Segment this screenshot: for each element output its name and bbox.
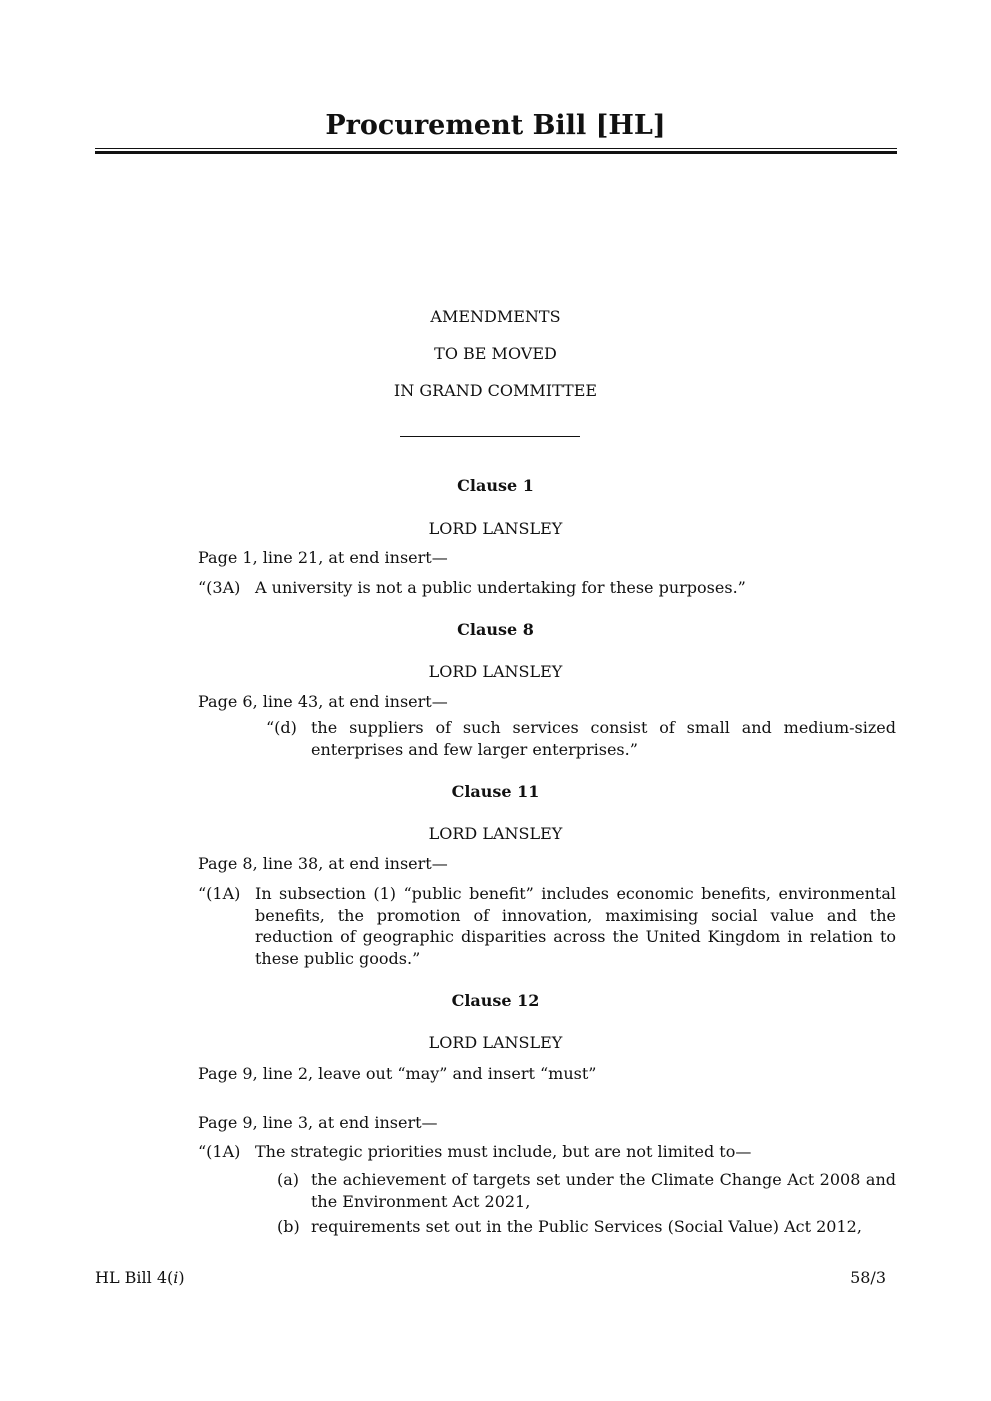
document-title: Procurement Bill [HL] (325, 110, 666, 141)
clause-heading: Clause 8 (457, 620, 534, 639)
amendment-text: the suppliers of such services consist of small and medium-sized enterprises and few larger enterprises.” (311, 718, 896, 759)
separator (400, 436, 580, 437)
member-name: LORD LANSLEY (428, 519, 563, 538)
subsection-label: “(1A) (198, 1142, 241, 1161)
paragraph-text: the achievement of targets set under the Climate Change Act 2008 and the Environment Act 2021, (311, 1170, 896, 1211)
heading-line: AMENDMENTS (430, 307, 561, 326)
member-name: LORD LANSLEY (428, 824, 563, 843)
bill-reference-italic: i (173, 1268, 179, 1287)
paragraph-text: requirements set out in the Public Services (Social Value) Act 2012, (311, 1217, 862, 1236)
paragraph-label: “(d) (266, 718, 297, 737)
heading-line: IN GRAND COMMITTEE (393, 381, 598, 400)
page-number: 58/3 (850, 1268, 886, 1287)
subsection-label: “(1A) (198, 884, 241, 903)
bill-reference (95, 1267, 185, 1289)
subsection-label: “(3A) (198, 578, 241, 597)
title-rule-thin (95, 148, 897, 149)
clause-heading: Clause 12 (451, 991, 540, 1010)
amendment-text: A university is not a public undertaking for these purposes.” (255, 578, 746, 597)
amendment-instruction: Page 1, line 21, at end insert— (198, 548, 448, 567)
amendment-instruction: Page 9, line 3, at end insert— (198, 1113, 438, 1132)
paragraph-label: (a) (277, 1170, 300, 1189)
member-name: LORD LANSLEY (428, 662, 563, 681)
bill-reference-text: HL Bill 4( (95, 1268, 174, 1287)
clause-heading: Clause 1 (457, 476, 534, 495)
paragraph-label: (b) (277, 1217, 300, 1236)
amendment-instruction: Page 9, line 2, leave out “may” and insert “must” (198, 1064, 597, 1083)
amendment-text: In subsection (1) “public benefit” includes economic benefits, environmental benefits, the promotion of innovation, maximising social value and the reduction of geographic disparities across the United Kingdom in relation to these public goods.” (255, 884, 896, 968)
clause-heading: Clause 11 (451, 782, 540, 801)
amendment-instruction: Page 8, line 38, at end insert— (198, 854, 448, 873)
amendment-text: The strategic priorities must include, but are not limited to— (255, 1142, 752, 1161)
title-rule-thick (95, 151, 897, 154)
amendment-instruction: Page 6, line 43, at end insert— (198, 692, 448, 711)
member-name: LORD LANSLEY (428, 1033, 563, 1052)
heading-line: TO BE MOVED (434, 344, 557, 363)
bill-reference-end: ) (178, 1268, 185, 1287)
